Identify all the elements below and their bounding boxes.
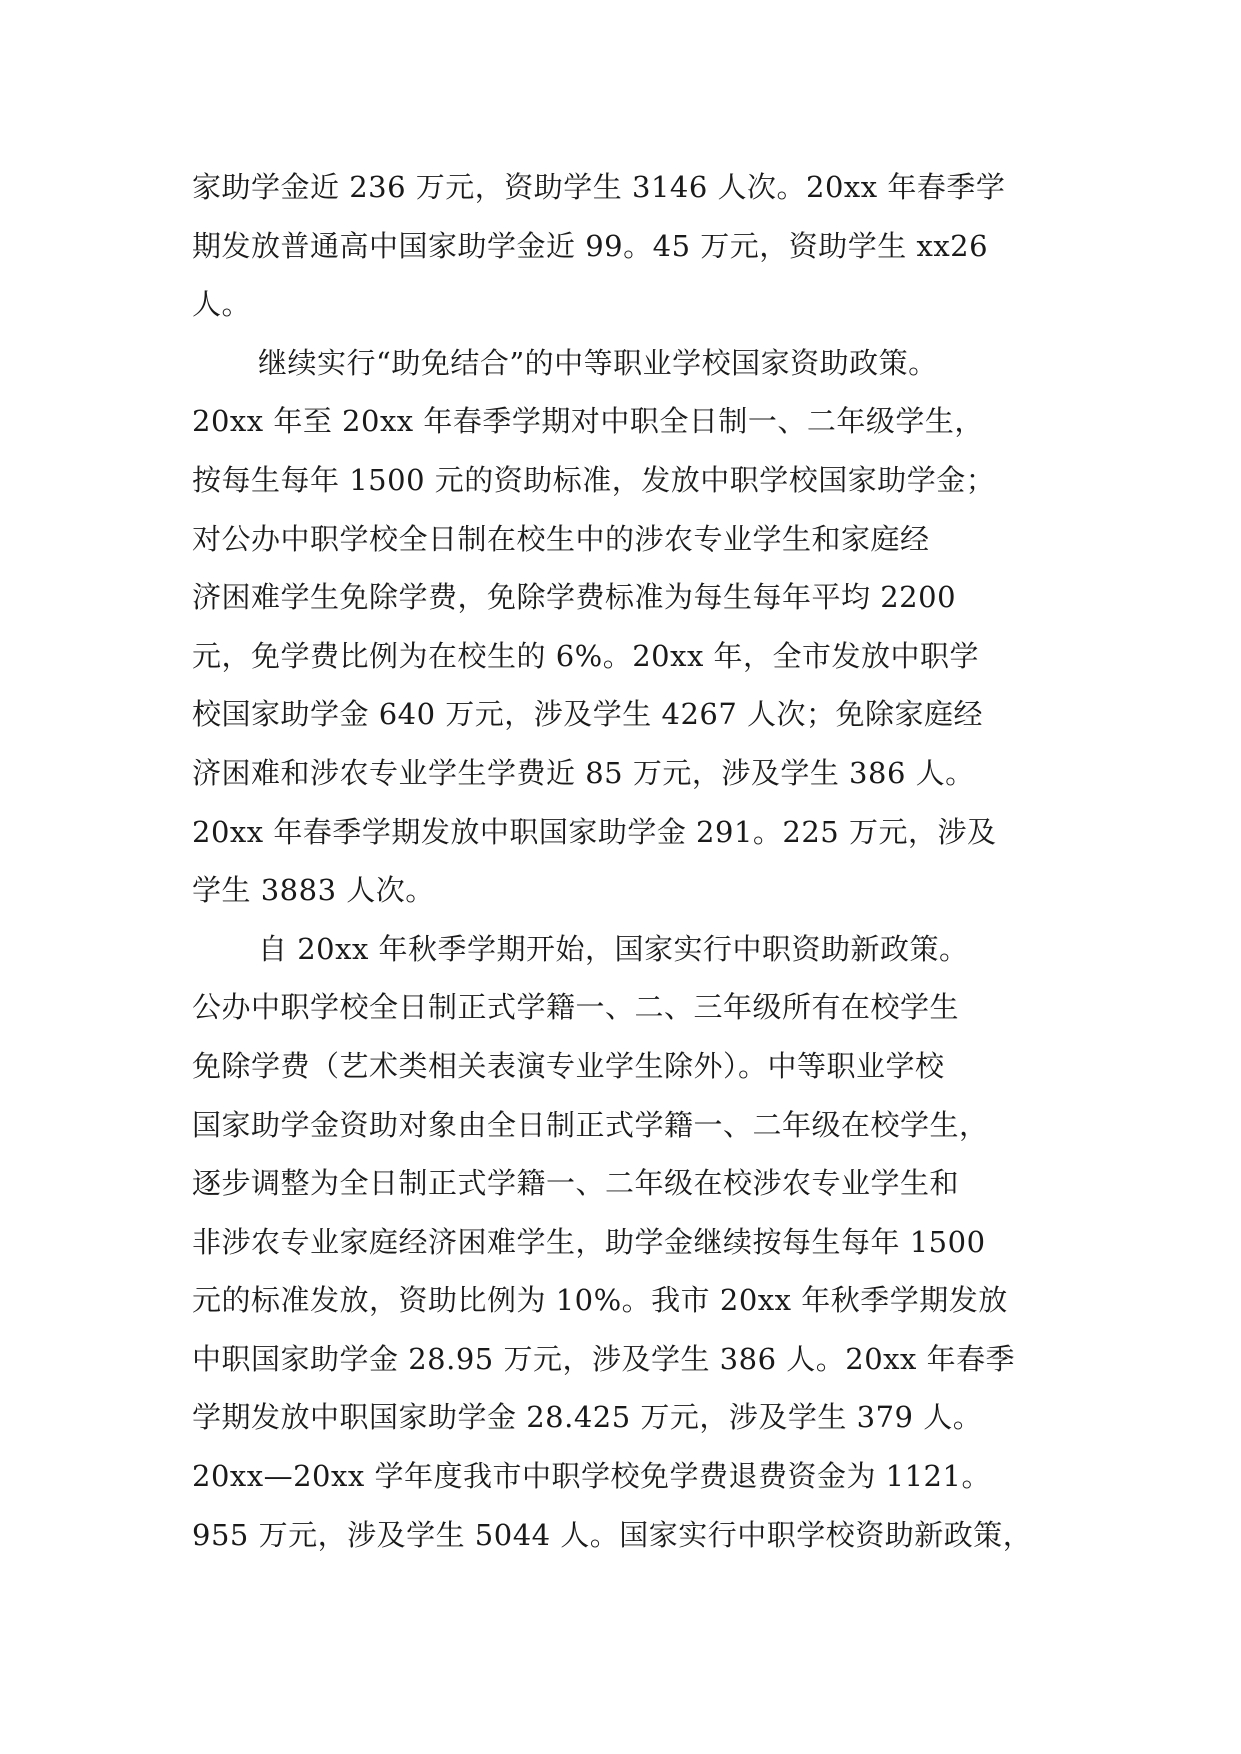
text-line: 免除学费（艺术类相关表演专业学生除外）。中等职业学校 — [192, 1048, 945, 1083]
text-line: 对公办中职学校全日制在校生中的涉农专业学生和家庭经 — [192, 521, 930, 556]
text-line: 20xx 年至 20xx 年春季学期对中职全日制一、二年级学生， — [192, 404, 984, 439]
text-line: 按每生每年 1500 元的资助标准，发放中职学校国家助学金； — [192, 462, 996, 497]
text-line: 955 万元，涉及学生 5044 人。国家实行中职学校资助新政策， — [192, 1517, 1033, 1552]
text-line: 逐步调整为全日制正式学籍一、二年级在校涉农专业学生和 — [192, 1166, 960, 1201]
text-line: 校国家助学金 640 万元，涉及学生 4267 人次；免除家庭经 — [192, 697, 984, 732]
text-line: 国家助学金资助对象由全日制正式学籍一、二年级在校学生， — [192, 1107, 989, 1142]
text-line: 家助学金近 236 万元，资助学生 3146 人次。20xx 年春季学 — [192, 170, 1006, 204]
text-line: 期发放普通高中国家助学金近 99。45 万元，资助学生 xx26 — [192, 228, 989, 263]
text-line: 元，免学费比例为在校生的 6%。20xx 年，全市发放中职学 — [192, 638, 980, 673]
text-line: 中职国家助学金 28.95 万元，涉及学生 386 人。20xx 年春季 — [192, 1341, 1016, 1376]
text-line: 非涉农专业家庭经济困难学生，助学金继续按每生每年 1500 — [192, 1224, 986, 1259]
text-line: 公办中职学校全日制正式学籍一、二、三年级所有在校学生 — [192, 990, 960, 1025]
text-line: 元的标准发放，资助比例为 10%。我市 20xx 年秋季学期发放 — [192, 1283, 1008, 1318]
text-line: 人。 — [192, 287, 252, 322]
paragraph-start-line: 继续实行“助免结合”的中等职业学校国家资助政策。 — [258, 345, 938, 380]
text-line: 济困难学生免除学费，免除学费标准为每生每年平均 2200 — [192, 580, 957, 615]
paragraph-start-line: 自 20xx 年秋季学期开始，国家实行中职资助新政策。 — [258, 931, 969, 966]
text-line: 济困难和涉农专业学生学费近 85 万元，涉及学生 386 人。 — [192, 755, 975, 790]
text-line: 20xx 年春季学期发放中职国家助学金 291。225 万元，涉及 — [192, 814, 997, 849]
text-line: 20xx—20xx 学年度我市中职学校免学费退费资金为 1121。 — [192, 1459, 991, 1494]
text-line: 学生 3883 人次。 — [192, 873, 435, 908]
document-body — [192, 158, 1064, 1564]
text-line: 学期发放中职国家助学金 28.425 万元，涉及学生 379 人。 — [192, 1400, 983, 1435]
